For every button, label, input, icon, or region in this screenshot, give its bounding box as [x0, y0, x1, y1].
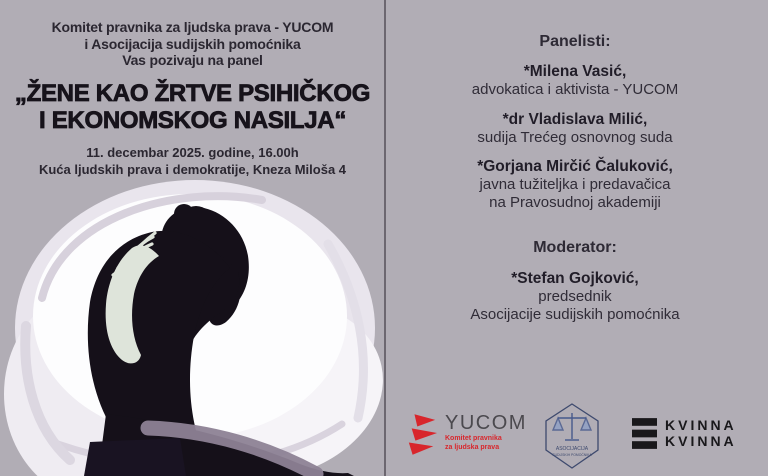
woman-silhouette-illustration	[0, 176, 390, 476]
moderator-role: Asocijacije sudijskih pomoćnika	[470, 306, 680, 323]
moderator-entry	[388, 270, 762, 324]
panelist-role: advokatica i aktivista - YUCOM	[471, 81, 679, 98]
event-schedule	[0, 144, 385, 178]
event-title-line-2: I EKONOMSKOG NASILJA“	[38, 107, 347, 134]
judicial-assistants-association-logo	[543, 403, 601, 474]
intro-line-2: i Asocijacija sudijskih pomoćnika	[84, 35, 301, 52]
yucom-logo	[406, 413, 527, 455]
yucom-caption: Komitet pravnika za ljudska prava	[445, 435, 502, 451]
panelists-heading: Panelisti:	[539, 33, 611, 50]
asp-caption-line-1: ASOCIJACIJA	[555, 446, 589, 452]
yucom-mark-icon	[406, 413, 438, 455]
event-venue: Kuća ljudskih prava i demokratije, Kneza Miloša 4	[38, 162, 347, 177]
panelist-name: *Gorjana Mirčić Čaluković,	[477, 158, 673, 175]
moderator-role: predsednik	[538, 288, 612, 305]
event-datetime: 11. decembar 2025. godine, 16.00h	[86, 145, 299, 160]
kvinna-kvinna-logo	[632, 418, 737, 449]
panelist-name: *Milena Vasić,	[523, 63, 627, 80]
panelist-role: na Pravosudnoj akademiji	[489, 194, 661, 211]
asp-caption-line-2: SUDIJSKIH POMOĆNIKA	[552, 453, 592, 457]
event-title	[0, 80, 385, 134]
event-title-line-1: „ŽENE KAO ŽRTVE PSIHIČKOG	[14, 80, 371, 107]
partner-logos-row	[388, 396, 768, 476]
yucom-wordmark: YUCOM	[445, 412, 527, 434]
scales-of-justice-icon	[543, 403, 601, 469]
panelist-entry	[388, 111, 762, 147]
panel-divider-line	[384, 0, 386, 476]
kvinna-wordmark-line-2: KVINNA	[665, 432, 737, 449]
panelist-role: sudija Trećeg osnovnog suda	[477, 129, 673, 146]
kvinna-bars-icon	[632, 418, 657, 449]
panelist-name: *dr Vladislava Milić,	[502, 111, 648, 128]
organizers-intro	[0, 19, 385, 69]
intro-line-1: Komitet pravnika za ljudska prava - YUCOM	[51, 19, 334, 35]
kvinna-wordmark-line-1: KVINNA	[665, 417, 737, 433]
right-panel	[388, 0, 762, 476]
moderator-heading: Moderator:	[533, 239, 617, 256]
panelist-entry	[388, 63, 762, 99]
intro-line-3: Vas pozivaju na panel	[122, 52, 263, 68]
panelist-entry	[388, 158, 762, 212]
panelist-role: javna tužiteljka i predavačica	[479, 176, 671, 193]
moderator-name: *Stefan Gojković,	[511, 270, 639, 287]
